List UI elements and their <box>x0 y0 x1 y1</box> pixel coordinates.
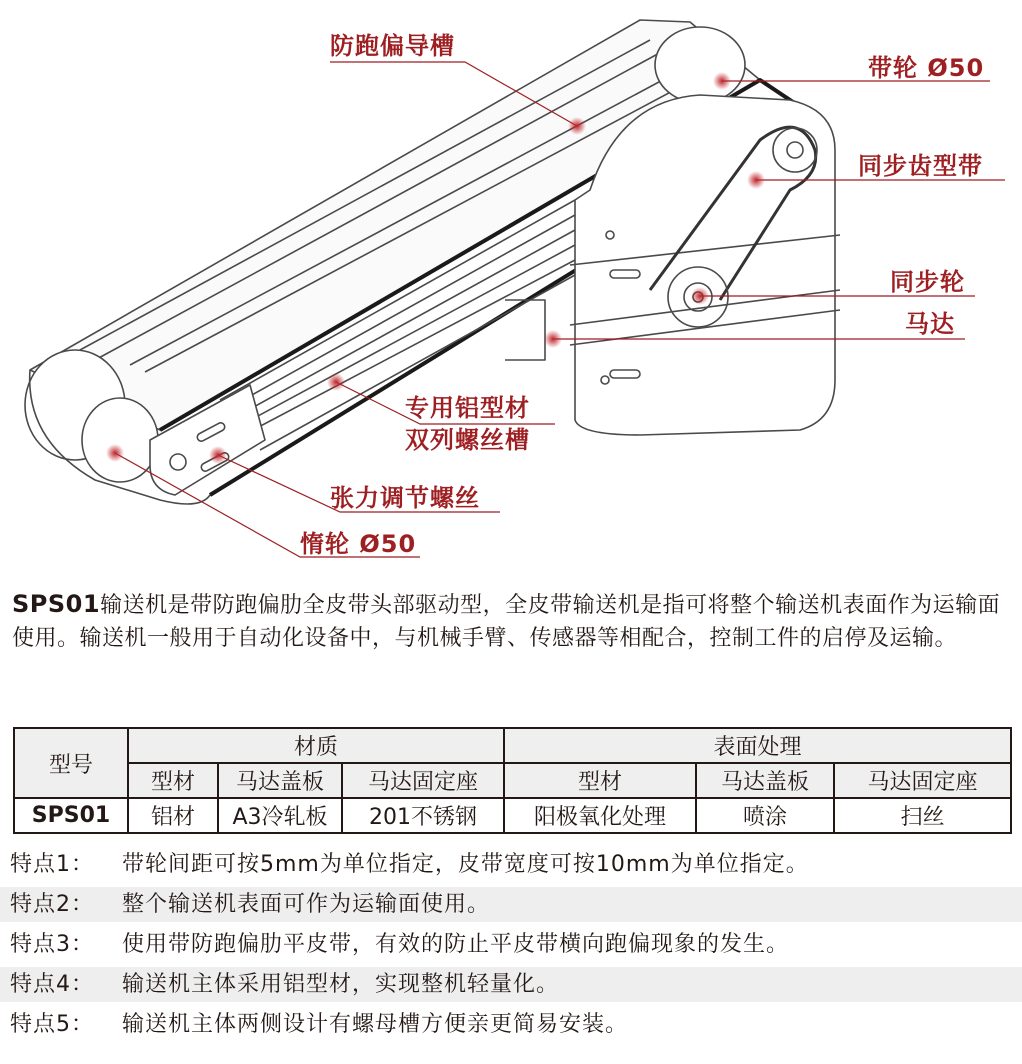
row-model: SPS01 <box>14 798 128 833</box>
feature-item <box>0 1007 1022 1042</box>
table-cell: 铝材 <box>128 798 218 833</box>
table-row <box>14 798 1011 833</box>
hotspot-tension <box>209 446 227 464</box>
callout-timing-belt: 同步齿型带 <box>858 152 983 180</box>
description-text: 输送机是带防跑偏肋全皮带头部驱动型，全皮带输送机是指可将整个输送机表面作为运输面使用。输送机一般用于自动化设备中，与机械手臂、传感器等相配合，控制工件的启停及运输。 <box>12 593 1001 651</box>
model-header: 型号 <box>14 728 128 798</box>
callout-anti-deviation-groove: 防跑偏导槽 <box>330 32 455 60</box>
feature-key: 特点2： <box>10 892 94 917</box>
sub-header: 马达盖板 <box>696 763 834 798</box>
feature-item <box>0 967 1022 1002</box>
callout-profile-line2: 双列螺丝槽 <box>405 426 530 454</box>
callout-idler: 惰轮 Ø50 <box>300 530 417 558</box>
callout-motor: 马达 <box>905 310 955 338</box>
table-cell: A3冷轧板 <box>218 798 342 833</box>
hotspot-timing-belt <box>747 171 765 189</box>
feature-item <box>0 927 1022 962</box>
feature-key: 特点1： <box>10 852 94 877</box>
feature-text: 使用带防跑偏肋平皮带，有效的防止平皮带横向跑偏现象的发生。 <box>122 932 790 957</box>
feature-key: 特点3： <box>10 932 94 957</box>
feature-item <box>0 847 1022 882</box>
hotspot-motor <box>544 330 562 348</box>
callout-tension-screw: 张力调节螺丝 <box>330 484 480 512</box>
surface-header: 表面处理 <box>504 728 1011 763</box>
hotspot-profile <box>327 373 345 391</box>
callout-pulley: 带轮 Ø50 <box>868 54 985 82</box>
table-cell: 喷涂 <box>696 798 834 833</box>
feature-text: 输送机主体两侧设计有螺母槽方便亲更简易安装。 <box>122 1012 629 1037</box>
hotspot-pulley <box>713 72 731 90</box>
feature-text: 整个输送机表面可作为运输面使用。 <box>122 892 491 917</box>
hotspot-idler <box>106 444 124 462</box>
feature-text: 输送机主体采用铝型材，实现整机轻量化。 <box>122 972 560 997</box>
callout-profile-line1: 专用铝型材 <box>405 394 530 422</box>
table-cell: 扫丝 <box>834 798 1011 833</box>
sub-header: 型材 <box>128 763 218 798</box>
table-cell: 201不锈钢 <box>342 798 504 833</box>
spec-table <box>13 727 1012 834</box>
sub-header: 马达固定座 <box>834 763 1011 798</box>
sub-header: 型材 <box>504 763 696 798</box>
feature-key: 特点4： <box>10 972 94 997</box>
table-cell: 阳极氧化处理 <box>504 798 696 833</box>
sub-header: 马达盖板 <box>218 763 342 798</box>
feature-item <box>0 887 1022 922</box>
feature-key: 特点5： <box>10 1012 94 1037</box>
description-paragraph <box>12 588 1012 655</box>
callout-sync-wheel: 同步轮 <box>890 268 965 296</box>
model-name: SPS01 <box>12 590 101 618</box>
material-header: 材质 <box>128 728 504 763</box>
feature-text: 带轮间距可按5mm为单位指定，皮带宽度可按10mm为单位指定。 <box>122 852 809 877</box>
hotspot-anti-deviation <box>568 117 586 135</box>
hotspot-sync-wheel <box>691 287 709 305</box>
sub-header: 马达固定座 <box>342 763 504 798</box>
